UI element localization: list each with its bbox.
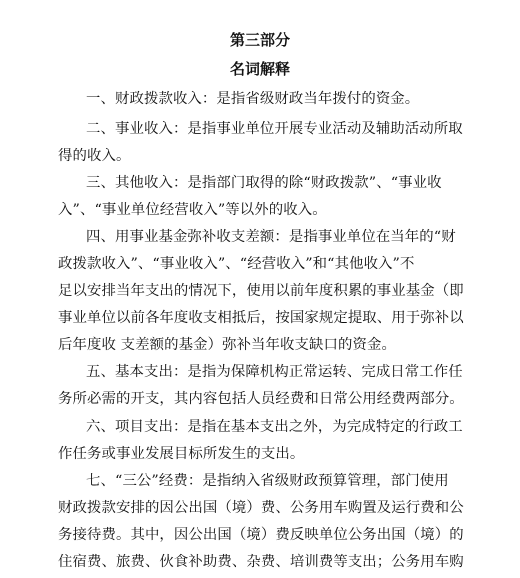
definition-paragraph-2 [58, 116, 520, 170]
paragraph-line: 务接待费。其中，因公出国（境）费反映单位公务出国（境）的 [58, 527, 464, 543]
paragraph-line: 住宿费、旅费、伙食补助费、杂费、培训费等支出；公务用车购 [58, 554, 464, 570]
paragraph-line: 六、项目支出：是指在基本支出之外，为完成特定的行政工 [86, 419, 463, 435]
definition-paragraph-7 [58, 468, 520, 576]
paragraph-line: 得的收入。 [58, 148, 131, 164]
section-title: 名词解释 [229, 60, 290, 78]
paragraph-line: 足以安排当年支出的情况下，使用以前年度积累的事业基金（即 [58, 283, 464, 299]
definition-paragraph-5 [58, 359, 520, 413]
definition-paragraph-4 [58, 224, 520, 359]
definition-paragraph-6 [58, 414, 520, 468]
paragraph-line: 四、用事业基金弥补收支差额：是指事业单位在当年的“财 [86, 229, 456, 245]
definition-paragraph-1 [58, 86, 520, 113]
definition-paragraph-3 [58, 170, 520, 224]
paragraph-line: 后年度收 支差额的基金）弥补当年收支缺口的资金。 [58, 337, 396, 353]
paragraph-line: 入”、“事业单位经营收入”等以外的收入。 [58, 202, 327, 218]
paragraph-line: 事业单位以前各年度收支相抵后，按国家规定提取、用于弥补以 [58, 310, 464, 326]
paragraph-line: 三、其他收入：是指部门取得的除“财政拨款”、“事业收 [86, 175, 442, 191]
paragraph-line: 务所必需的开支，其内容包括人员经费和日常公用经费两部分。 [58, 391, 464, 407]
paragraph-line: 作任务或事业发展目标所发生的支出。 [58, 446, 305, 462]
paragraph-line: 政拨款收入”、“事业收入”、“经营收入”和“其他收入”不 [58, 256, 415, 272]
paragraph-line: 一、财政拨款收入：是指省级财政当年拨付的资金。 [86, 91, 420, 107]
paragraph-line: 七、“三公”经费：是指纳入省级财政预算管理，部门使用 [86, 473, 449, 489]
paragraph-line: 财政拨款安排的因公出国（境）费、公务用车购置及运行费和公 [58, 500, 464, 516]
paragraph-line: 二、事业收入：是指事业单位开展专业活动及辅助活动所取 [86, 121, 463, 137]
part-title: 第三部分 [229, 31, 290, 49]
paragraph-line: 五、基本支出：是指为保障机构正常运转、完成日常工作任 [86, 364, 463, 380]
